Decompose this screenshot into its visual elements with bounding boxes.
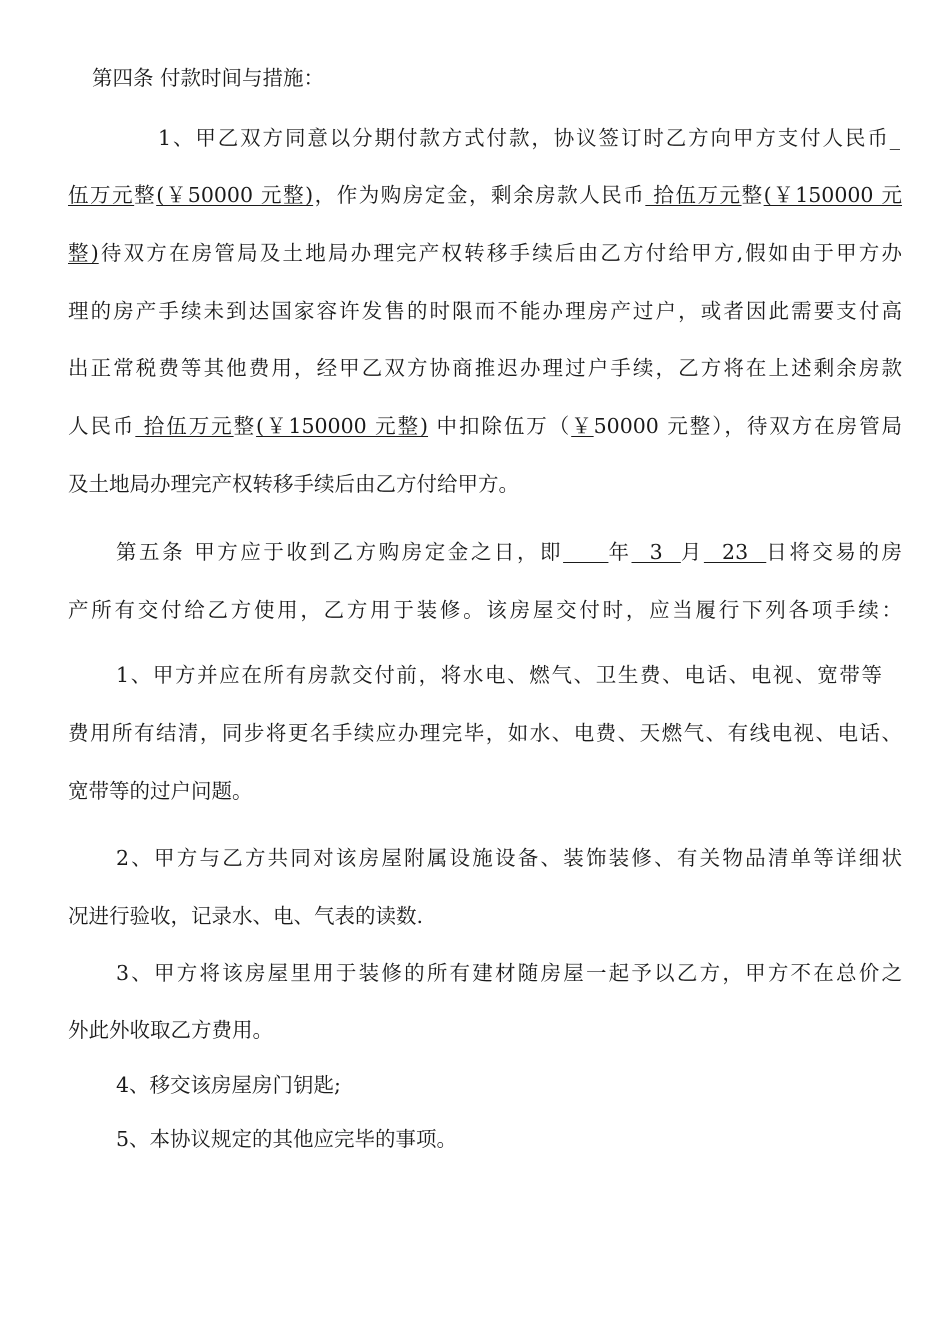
- article-5-item-1-line-2: 费用所有结清，同步将更名手续应办理完毕，如水、电费、天燃气、有线电视、电话、: [68, 721, 902, 745]
- article-4-item-1-line-4: 理的房产手续未到达国家容许发售的时限而不能办理房产过户，或者因此需要支付高: [68, 299, 902, 323]
- article-4-item-1-line-3: 整)待双方在房管局及土地局办理完产权转移手续后由乙方付给甲方,假如由于甲方办: [68, 241, 902, 265]
- article-5-item-1-line-1: 1、甲方并应在所有房款交付前，将水电、燃气、卫生费、电话、电视、宽带等: [116, 663, 882, 687]
- deposit-amount-words: 伍万元: [68, 183, 135, 207]
- article-5-item-5: 5、本协议规定的其他应完毕的事项。: [116, 1127, 458, 1151]
- article-4-item-1-line-1: 1、甲乙双方同意以分期付款方式付款，协议签订时乙方向甲方支付人民币_: [158, 126, 900, 150]
- article-5-line-1: 第五条 甲方应于收到乙方购房定金之日，即 年 3 月 23 日将交易的房: [116, 540, 902, 564]
- article-4-title: 第四条 付款时间与措施：: [92, 66, 325, 90]
- article-4-item-1-line-5: 出正常税费等其他费用，经甲乙双方协商推迟办理过户手续，乙方将在上述剩余房款: [68, 356, 902, 380]
- article-5-item-4: 4、移交该房屋房门钥匙;: [116, 1073, 341, 1097]
- article-5-line-2: 产所有交付给乙方使用，乙方用于装修。该房屋交付时，应当履行下列各项手续：: [68, 598, 902, 622]
- article-4-item-1-line-2: 伍万元整(￥50000 元整)，作为购房定金，剩余房款人民币 拾伍万元整(￥150000 元: [68, 183, 902, 207]
- balance-amount-words-2: 拾伍万元: [135, 414, 234, 438]
- deposit-amount-number: (￥50000 元整): [156, 183, 314, 207]
- delivery-day: 23: [703, 540, 767, 564]
- balance-amount-number-2: (￥150000 元整): [256, 414, 429, 438]
- article-5-item-3-line-1: 3、甲方将该房屋里用于装修的所有建材随房屋一起予以乙方，甲方不在总价之: [116, 961, 902, 985]
- balance-amount-words: 拾伍万元: [645, 183, 742, 207]
- article-5-item-1-line-3: 宽带等的过户问题。: [68, 779, 253, 803]
- article-5-item-2-line-1: 2、甲方与乙方共同对该房屋附属设施设备、装饰装修、有关物品清单等详细状: [116, 846, 902, 870]
- delivery-month: 3: [631, 540, 681, 564]
- delivery-year: [563, 540, 608, 564]
- article-4-item-1-line-6: 人民币 拾伍万元整(￥150000 元整) 中扣除伍万（￥50000 元整），待双方在房管局: [68, 414, 902, 438]
- article-5-item-2-line-2: 况进行验收，记录水、电、气表的读数.: [68, 904, 424, 928]
- balance-amount-number: (￥150000 元: [763, 183, 902, 207]
- article-4-item-1-line-7: 及土地局办理完产权转移手续后由乙方付给甲方。: [68, 472, 519, 496]
- article-5-item-3-line-2: 外此外收取乙方费用。: [68, 1018, 273, 1042]
